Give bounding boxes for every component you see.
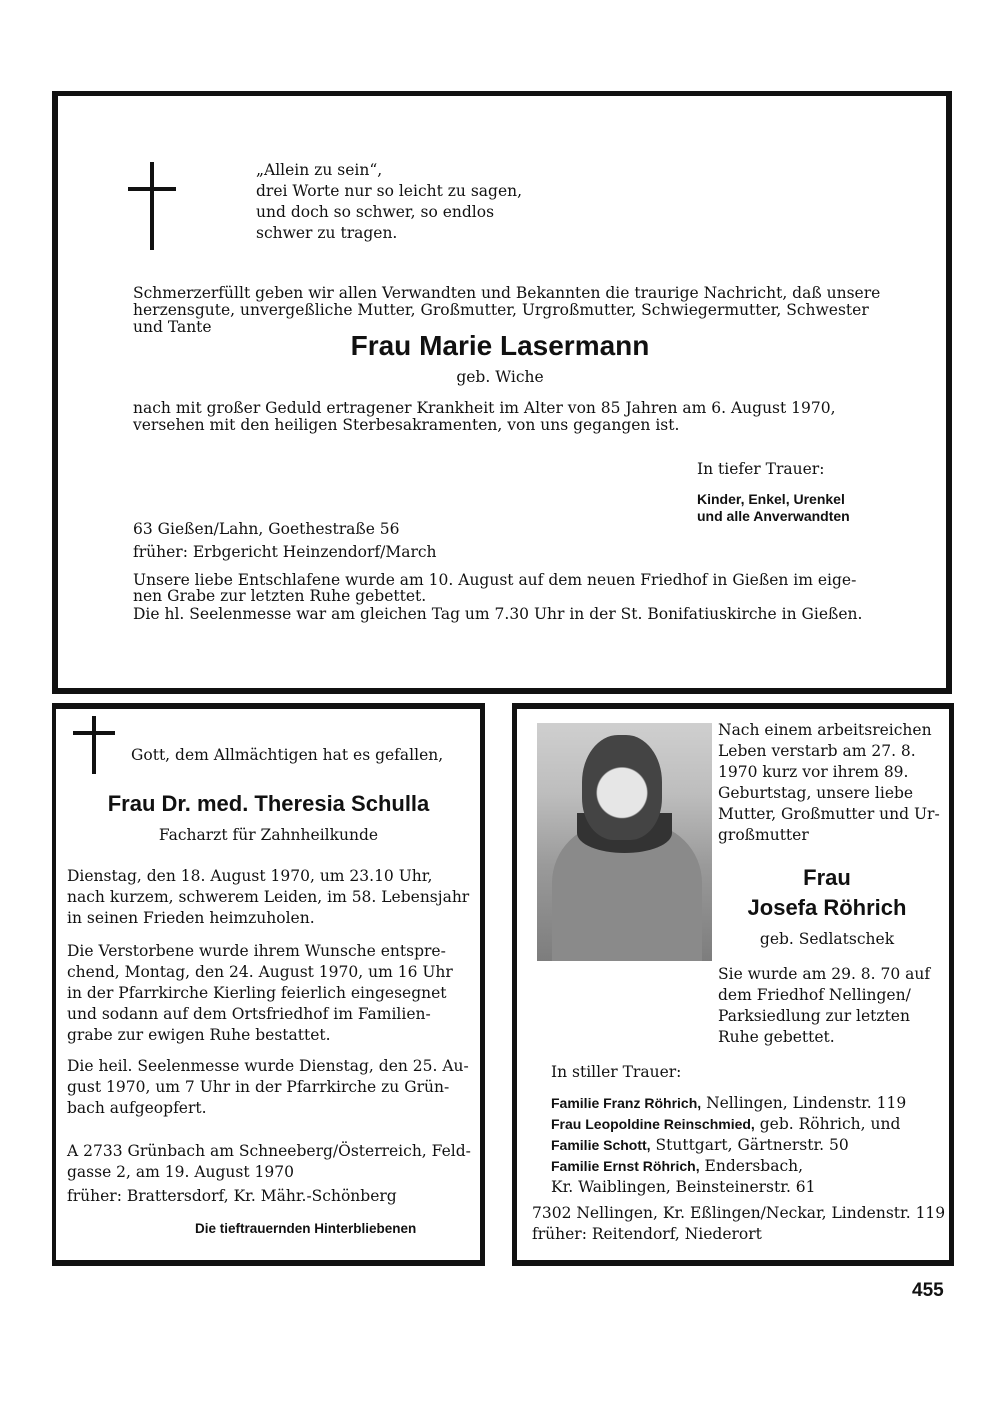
paragraph-3 — [67, 1056, 469, 1119]
text-line: grabe zur ewigen Ruhe bestattet. — [67, 1026, 331, 1044]
text-line: Mutter, Großmutter und Ur- — [718, 805, 940, 823]
paragraph-2 — [67, 941, 453, 1046]
address-line: früher: Erbgericht Heinzendorf/March — [133, 543, 437, 561]
text-line: in seinen Frieden heimzuholen. — [67, 909, 315, 927]
address-line: 7302 Nellingen, Kr. Eßlingen/Neckar, Lindenstr. 119 — [532, 1204, 946, 1222]
mourners — [697, 491, 850, 525]
text-line: nach kurzem, schwerem Leiden, im 58. Lebensjahr — [67, 888, 470, 906]
death-line: nach mit großer Geduld ertragener Krankheit im Alter von 85 Jahren am 6. August 1970, — [133, 399, 836, 417]
poem — [256, 160, 522, 244]
intro — [718, 720, 940, 846]
intro-line: Schmerzerfüllt geben wir allen Verwandten und Bekannten die traurige Nachricht, daß unsere — [133, 284, 881, 302]
death-line: versehen mit den heiligen Sterbesakramenten, von uns gegangen ist. — [133, 416, 680, 434]
text-line: Dienstag, den 18. August 1970, um 23.10 Uhr, — [67, 867, 433, 885]
family-line — [551, 1093, 906, 1114]
portrait-photo — [537, 723, 712, 961]
burial-line: Die hl. Seelenmesse war am gleichen Tag um 7.30 Uhr in der St. Bonifatiuskirche in Gießen. — [133, 605, 863, 623]
family-name: Familie Ernst Röhrich, — [551, 1158, 700, 1174]
deceased-name: Frau Dr. med. Theresia Schulla — [107, 791, 430, 816]
address-line: früher: Reitendorf, Niederort — [532, 1225, 762, 1243]
text-line: Nach einem arbeitsreichen — [718, 721, 932, 739]
address-line: 63 Gießen/Lahn, Goethestraße 56 — [133, 520, 400, 538]
text-line: Parksiedlung zur letzten — [718, 1007, 910, 1025]
text-line: Geburtstag, unsere liebe — [718, 784, 914, 802]
address-line: gasse 2, am 19. August 1970 — [67, 1163, 294, 1181]
death-notice — [133, 400, 836, 434]
poem-line: „Allein zu sein“, — [256, 161, 383, 179]
birth-name: geb. Sedlatschek — [759, 930, 895, 948]
text-line: Leben verstarb am 27. 8. — [718, 742, 916, 760]
family-line — [551, 1156, 906, 1177]
portrait-head — [582, 735, 662, 840]
birth-name: geb. Wiche — [456, 368, 544, 386]
page-number: 455 — [912, 1280, 944, 1301]
text-line: Die heil. Seelenmesse wurde Dienstag, den 25. Au- — [67, 1057, 469, 1075]
text-line: Ruhe gebettet. — [718, 1028, 835, 1046]
burial-info — [718, 964, 930, 1048]
family-detail: geb. Röhrich, und — [754, 1115, 901, 1133]
text-line: Die Verstorbene wurde ihrem Wunsche entspre- — [67, 942, 446, 960]
mourning-label: In tiefer Trauer: — [697, 460, 825, 478]
intro-line: und Tante — [133, 318, 212, 336]
family-list — [551, 1093, 906, 1198]
address-line: früher: Brattersdorf, Kr. Mähr.-Schönberg — [67, 1187, 397, 1205]
address — [532, 1203, 945, 1245]
family-name: Frau Leopoldine Reinschmied, — [551, 1116, 755, 1132]
family-line — [551, 1114, 906, 1135]
mourning-label: In stiller Trauer: — [551, 1063, 682, 1081]
deceased-name: Josefa Röhrich — [747, 895, 907, 920]
text-line: dem Friedhof Nellingen/ — [718, 986, 911, 1004]
burial-info — [133, 572, 862, 622]
address-line: A 2733 Grünbach am Schneeberg/Österreich, Feld- — [67, 1142, 471, 1160]
text-line: 1970 kurz vor ihrem 89. — [718, 763, 909, 781]
text-line: bach aufgeopfert. — [67, 1099, 207, 1117]
opening-line: Gott, dem Allmächtigen hat es gefallen, — [131, 746, 444, 764]
intro-line: herzensgute, unvergeßliche Mutter, Großmutter, Urgroßmutter, Schwiegermutter, Schwester — [133, 301, 869, 319]
announcement-intro — [133, 285, 880, 336]
poem-line: drei Worte nur so leicht zu sagen, — [256, 182, 523, 200]
text-line: in der Pfarrkirche Kierling feierlich eingesegnet — [67, 984, 447, 1002]
burial-line: nen Grabe zur letzten Ruhe gebettet. — [133, 587, 427, 605]
family-detail: Endersbach, — [699, 1157, 804, 1175]
profession: Facharzt für Zahnheilkunde — [158, 826, 379, 844]
family-line — [551, 1135, 906, 1156]
signature: Die tieftrauernden Hinterbliebenen — [195, 1221, 417, 1236]
family-name: Familie Schott, — [551, 1137, 651, 1153]
paragraph-1 — [67, 866, 469, 929]
text-line: chend, Montag, den 24. August 1970, um 16 Uhr — [67, 963, 453, 981]
poem-line: schwer zu tragen. — [256, 224, 398, 242]
family-detail: Nellingen, Lindenstr. 119 — [701, 1094, 907, 1112]
deceased-title: Frau — [803, 865, 851, 890]
address — [133, 519, 437, 563]
deceased-name: Frau Marie Lasermann — [350, 330, 650, 361]
text-line: gust 1970, um 7 Uhr in der Pfarrkirche zu Grün- — [67, 1078, 450, 1096]
address — [67, 1141, 471, 1207]
text-line: großmutter — [718, 826, 809, 844]
burial-line: Unsere liebe Entschlafene wurde am 10. August auf dem neuen Friedhof in Gießen im eige- — [133, 571, 857, 589]
family-name: Familie Franz Röhrich, — [551, 1095, 702, 1111]
mourner-line: Kinder, Enkel, Urenkel — [697, 491, 845, 507]
text-line: Sie wurde am 29. 8. 70 auf — [718, 965, 931, 983]
family-detail: Stuttgart, Gärtnerstr. 50 — [650, 1136, 849, 1154]
mourner-line: und alle Anverwandten — [697, 508, 850, 524]
text-line: und sodann auf dem Ortsfriedhof im Familien- — [67, 1005, 431, 1023]
poem-line: und doch so schwer, so endlos — [256, 203, 495, 221]
family-line: Kr. Waiblingen, Beinsteinerstr. 61 — [551, 1178, 816, 1196]
